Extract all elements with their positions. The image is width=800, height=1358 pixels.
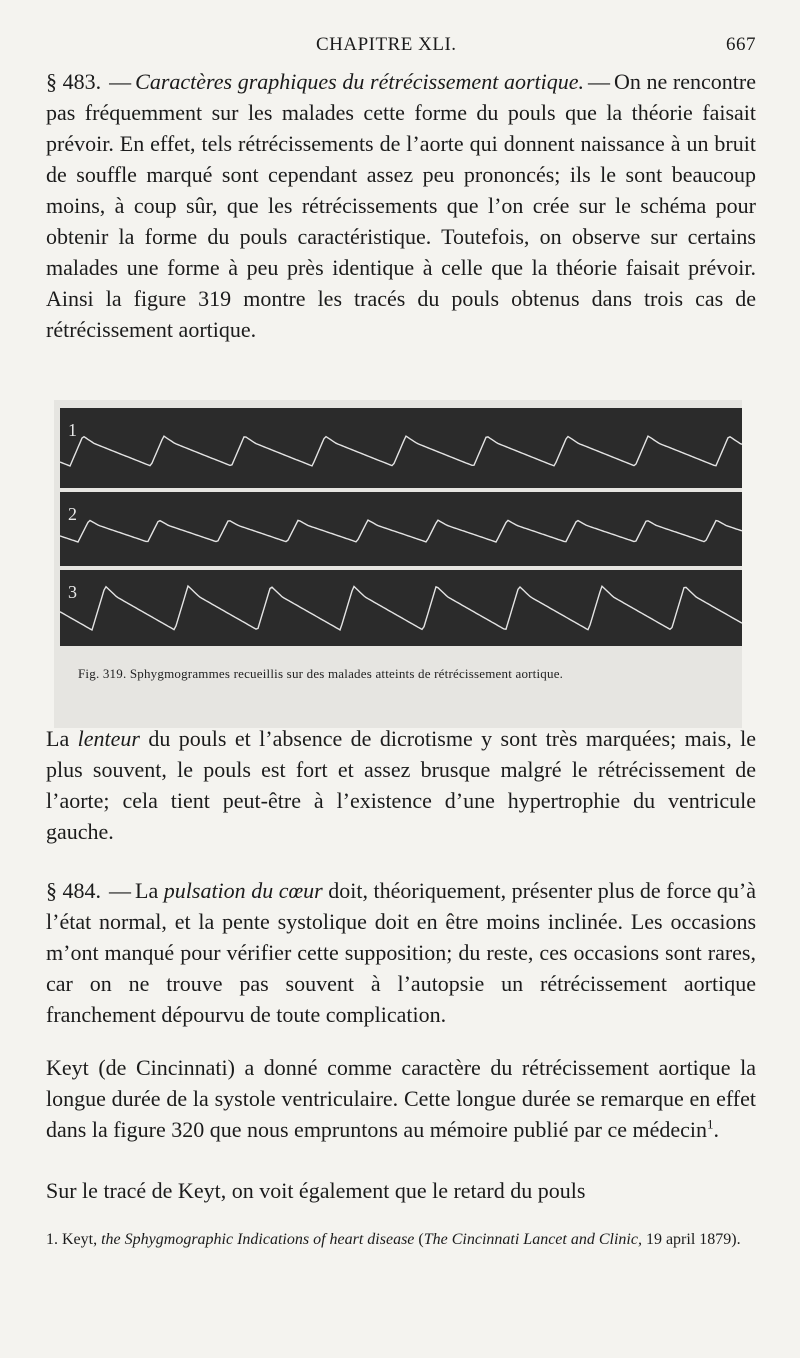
trace-label-2: 2 <box>68 504 77 524</box>
paragraph-483: § 483. — Caractères graphiques du rétrécissement aortique. — On ne rencontre pas fréquemment sur les malades cette forme du pouls que la théorie faisait prévoir. En effet, tels rétrécissements de l’aorte qui donnent naissance à un bruit de souffle marqué sont cependant assez peu prononcés; ils le sont beaucoup moins, à coup sûr, que les rétrécissements que l’on crée sur le schéma pour obtenir la forme du pouls caractéristique. Toutefois, on observe sur certains malades une forme à peu près identique à celle que la théorie faisait prévoir. Ainsi la figure 319 montre les tracés du pouls obtenus dans trois cas de rétrécissement aortique. <box>46 69 756 342</box>
paragraph-484: § 484. — La pulsation du cœur doit, théoriquement, présenter plus de force qu’à l’état normal, et la pente systolique doit en être moins inclinée. Les occasions m’ont manqué pour vérifier cette supposition; du reste, ces occasions sont rares, car on ne trouve pas souvent à l’autopsie un rétrécissement aortique franchement dépourvu de toute complication. <box>46 878 757 1027</box>
figure-319 <box>54 400 742 728</box>
footnote-ref: 1 <box>707 1116 714 1132</box>
figure-caption: Fig. 319. Sphygmogrammes recueillis sur des malades atteints de rétrécissement aortique. <box>78 666 564 681</box>
paragraph-text: du pouls et l’absence de dicrotisme y sont très marquées; mais, le plus souvent, le pouls est fort et assez brusque malgré le rétrécissement de l’aorte; cela tient peut-être à l’existence d’une hypertrophie du ventricule gauche. <box>46 726 757 844</box>
section-number: § 483. <box>46 69 102 94</box>
trace-label-3: 3 <box>68 582 77 602</box>
italic-term: lenteur <box>77 726 140 751</box>
running-header <box>46 34 756 60</box>
paragraph-lenteur: La lenteur du pouls et l’absence de dicrotisme y sont très marquées; mais, le plus souvent, le pouls est fort et assez brusque malgré le rétrécissement de l’aorte; cela tient peut-être à l’existence d’une hypertrophie du ventricule gauche. <box>46 726 757 844</box>
page-number: 667 <box>726 34 756 55</box>
chapter-title: CHAPITRE XLI. <box>316 34 457 55</box>
section-number: § 484. <box>46 878 102 903</box>
paragraph-text: On ne rencontre pas fréquemment sur les malades cette forme du pouls que la théorie faisait prévoir. En effet, tels rétrécissements de l’aorte qui donnent naissance à un bruit de souffle marqué sont cependant assez peu prononcés; ils le sont beaucoup moins, à coup sûr, que les rétrécissements que l’on crée sur le schéma pour obtenir la forme du pouls caractéristique. Toutefois, on observe sur certains malades une forme à peu près identique à celle que la théorie faisait prévoir. Ainsi la figure 319 montre les tracés du pouls obtenus dans trois cas de rétrécissement aortique. <box>46 69 756 342</box>
trace-strip-3 <box>60 570 742 646</box>
section-title: Caractères graphiques du rétrécissement aortique. <box>135 69 584 94</box>
italic-term: pulsation du cœur <box>163 878 323 903</box>
trace-label-1: 1 <box>68 420 77 440</box>
trace-strip-2 <box>60 492 742 566</box>
paragraph-text: Keyt (de Cincinnati) a donné comme caractère du rétrécissement aortique la longue durée de la systole ventriculaire. Cette longue durée se remarque en effet dans la figure 320 que nous empruntons au mémoire publié par ce médecin <box>46 1055 756 1142</box>
paragraph-keyt: Keyt (de Cincinnati) a donné comme caractère du rétrécissement aortique la longue durée de la systole ventriculaire. Cette longue durée se remarque en effet dans la figure 320 que nous empruntons au mémoire publié par ce médecin$^1$. <box>46 1055 756 1142</box>
footnote: 1. Keyt, the Sphygmographic Indications of heart disease (The Cincinnati Lancet and Clinic, 19 april 1879). <box>46 1231 741 1248</box>
paragraph-text: Sur le tracé de Keyt, on voit également que le retard du pouls <box>46 1178 586 1203</box>
paragraph-trace-keyt <box>46 1175 756 1206</box>
paragraph-text: doit, théoriquement, présenter plus de force qu’à l’état normal, et la pente systolique doit en être moins inclinée. Les occasions m’ont manqué pour vérifier cette supposition; du reste, ces occasions sont rares, car on ne trouve pas souvent à l’autopsie un rétrécissement aortique franchement dépourvu de toute complication. <box>46 878 757 1027</box>
sphygmogram-figure <box>60 408 742 648</box>
